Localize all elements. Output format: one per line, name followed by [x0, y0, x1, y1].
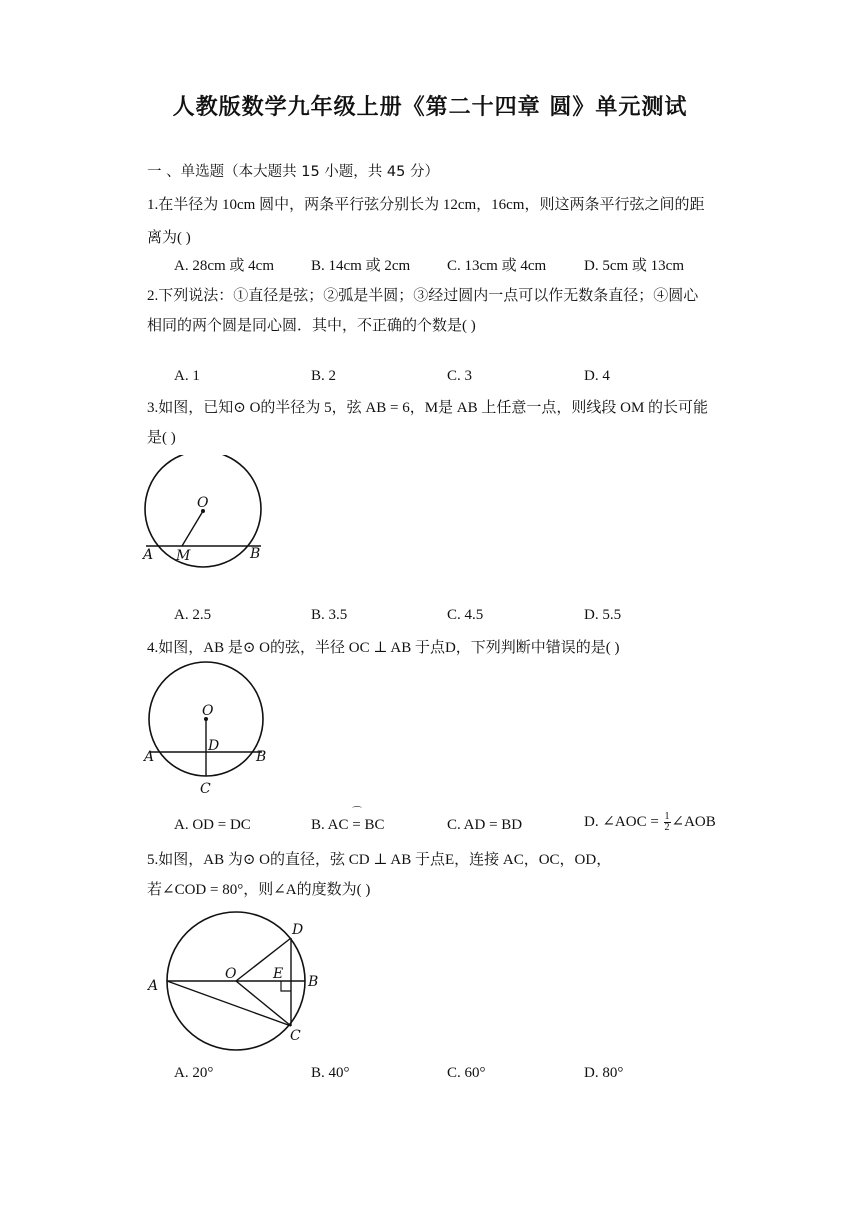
label-c-q5: C [290, 1028, 301, 1044]
question-5-line-2: 若∠COD = 80°，则∠A的度数为( ) [147, 882, 371, 898]
label-b-q3: B [250, 546, 261, 562]
figure-q5 [140, 906, 330, 1056]
right-angle-mark-q5 [281, 981, 291, 991]
label-a-q5: A [148, 978, 159, 994]
q3-option-c: C. 4.5 [447, 607, 484, 623]
q1-option-c: C. 13cm 或 4cm [447, 258, 547, 274]
fraction-one-half [664, 812, 671, 833]
q2-option-d: D. 4 [584, 368, 610, 384]
q2-option-a: A. 1 [174, 368, 200, 384]
q4-option-c: C. AD = BD [447, 817, 523, 833]
q3-option-b: B. 3.5 [311, 607, 348, 623]
label-o-q3: O [197, 495, 209, 511]
q4-option-a: A. OD = DC [174, 817, 251, 833]
question-3-line-2: 是( ) [147, 430, 176, 446]
arc-mark-icon: ⌒ [352, 807, 362, 818]
label-m-q3: M [176, 548, 191, 564]
q4-option-b: B. AC = BC [311, 817, 385, 833]
q5-option-c: C. 60° [447, 1065, 486, 1081]
q3-option-d: D. 5.5 [584, 607, 622, 623]
q2-option-b: B. 2 [311, 368, 337, 384]
segment-ac-q5 [167, 981, 291, 1026]
label-c-q4: C [200, 781, 211, 797]
q1-option-b: B. 14cm 或 2cm [311, 258, 411, 274]
label-a-q3: A [143, 547, 154, 563]
section-heading: 一 、单选题（本大题共 15 小题，共 45 分） [147, 164, 439, 180]
label-o-q4: O [202, 703, 214, 719]
label-e-q5: E [273, 966, 284, 982]
label-d-q4: D [208, 738, 220, 754]
question-4-line-1: 4.如图，AB 是⊙ O的弦，半径 OC ⊥ AB 于点D，下列判断中错误的是( ) [147, 640, 620, 656]
segment-oc-q5 [236, 981, 291, 1026]
figure-q4 [140, 660, 275, 800]
fraction-numerator: 1 [664, 811, 670, 823]
q1-option-d: D. 5cm 或 13cm [584, 258, 684, 274]
q3-option-a: A. 2.5 [174, 607, 212, 623]
label-b-q4: B [256, 749, 267, 765]
question-3-line-1: 3.如图，已知⊙ O的半径为 5，弦 AB = 6，M是 AB 上任意一点，则线段 OM 的长可能 [147, 400, 709, 416]
question-2-line-2: 相同的两个圆是同心圆．其中，不正确的个数是( ) [147, 318, 476, 334]
figure-q3 [140, 455, 270, 575]
label-d-q5: D [292, 922, 304, 938]
segment-om-q3 [182, 511, 203, 546]
q5-option-b: B. 40° [311, 1065, 350, 1081]
label-a-q4: A [144, 749, 155, 765]
label-b-q5: B [308, 974, 319, 990]
q5-option-d: D. 80° [584, 1065, 624, 1081]
question-5-line-1: 5.如图，AB 为⊙ O的直径，弦 CD ⊥ AB 于点E，连接 AC，OC，OD， [147, 852, 612, 868]
q4-option-d-suffix: ∠AOB [671, 814, 716, 830]
q5-option-a: A. 20° [174, 1065, 214, 1081]
q2-option-c: C. 3 [447, 368, 473, 384]
q4-option-d [584, 812, 716, 833]
page-title: 人教版数学九年级上册《第二十四章 圆》单元测试 [172, 95, 688, 120]
q1-option-a: A. 28cm 或 4cm [174, 258, 274, 274]
label-o-q5: O [225, 966, 237, 982]
question-1-line-1: 1.在半径为 10cm 圆中，两条平行弦分别长为 12cm，16cm，则这两条平行弦之间的距 [147, 197, 705, 213]
fraction-denominator: 2 [664, 822, 670, 834]
question-1-line-2: 离为( ) [147, 230, 191, 246]
q4-option-d-prefix: D. ∠AOC = [584, 814, 659, 830]
question-2-line-1: 2.下列说法：①直径是弦；②弧是半圆；③经过圆内一点可以作无数条直径；④圆心 [147, 288, 699, 304]
